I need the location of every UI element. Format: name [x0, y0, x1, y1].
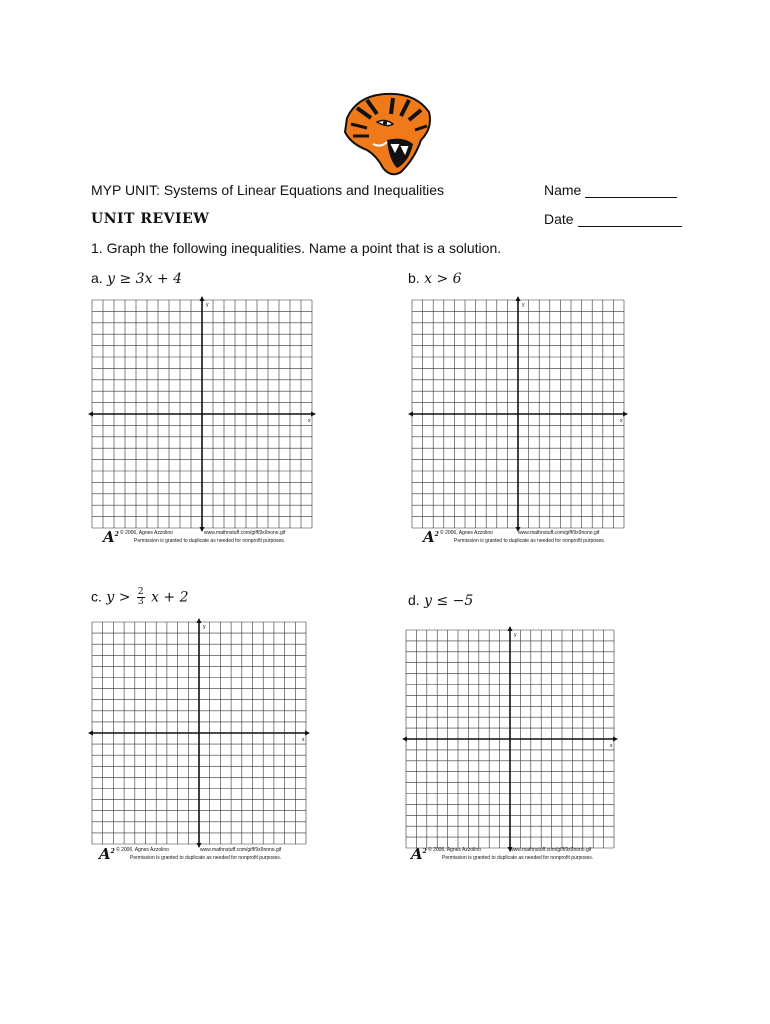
- y-axis-label: y: [514, 632, 517, 638]
- credit-copyright-a: © 2006, Agnes Azzolino: [120, 530, 173, 536]
- x-axis-label: x: [308, 418, 311, 424]
- problem-b-letter: b.: [408, 270, 420, 286]
- coordinate-grid-b[interactable]: [412, 300, 624, 528]
- problem-d-expression: y ≤ −5: [424, 593, 474, 609]
- unit-title: MYP UNIT: Systems of Linear Equations and Inequalities: [91, 182, 445, 198]
- grid-svg: [412, 300, 624, 528]
- credit-logo-c: $A^2$: [99, 845, 115, 863]
- problem-a-letter: a.: [91, 270, 103, 286]
- problem-b-expression: x > 6: [424, 271, 462, 287]
- problem-c-expression-pre: y >: [106, 589, 131, 606]
- grid-svg: [92, 622, 306, 844]
- credit-url-b: www.mathnstuff.com/giff/9x9nono.gif: [518, 530, 600, 536]
- credit-url-a: www.mathnstuff.com/giff/9x9nono.gif: [204, 530, 286, 536]
- x-axis-arrow-left: [88, 412, 93, 417]
- credit-copyright-c: © 2006, Agnes Azzolino: [116, 847, 169, 853]
- x-axis-arrow-right: [613, 737, 618, 742]
- credit-url-c: www.mathnstuff.com/giff/9x9nono.gif: [200, 847, 282, 853]
- problem-c-letter: c.: [91, 588, 102, 605]
- credit-permission-d: Permission is granted to duplicate as needed for nonprofit purposes.: [442, 855, 594, 861]
- credit-url-d: www.mathnstuff.com/giff/9x9nono.gif: [510, 847, 592, 853]
- credit-logo-d: $A^2$: [411, 845, 427, 863]
- problem-c-fraction: $\frac{2}{3}$: [137, 587, 144, 607]
- x-axis-label: x: [620, 418, 623, 424]
- unit-review-heading: UNIT REVIEW: [91, 211, 210, 227]
- name-label: Name: [544, 182, 582, 198]
- name-blank: [585, 183, 677, 198]
- x-axis-arrow-right: [305, 731, 310, 736]
- x-axis-arrow-left: [402, 737, 407, 742]
- coordinate-grid-c[interactable]: [92, 622, 306, 844]
- problem-b-label: [408, 270, 462, 287]
- credit-permission-c: Permission is granted to duplicate as needed for nonprofit purposes.: [130, 855, 282, 861]
- coordinate-grid-a[interactable]: [92, 300, 312, 528]
- y-axis-label: y: [206, 302, 209, 308]
- date-blank: [578, 212, 682, 227]
- credit-copyright-b: © 2006, Agnes Azzolino: [440, 530, 493, 536]
- credit-permission-a: Permission is granted to duplicate as needed for nonprofit purposes.: [134, 538, 286, 544]
- y-axis-label: y: [203, 624, 206, 630]
- coordinate-grid-d[interactable]: [406, 630, 614, 848]
- problem-a-label: [91, 270, 182, 287]
- x-axis-label: x: [302, 737, 305, 743]
- problem-d-letter: d.: [408, 592, 420, 608]
- x-axis-arrow-right: [311, 412, 316, 417]
- y-axis-arrow-top: [197, 618, 202, 623]
- date-field: [544, 211, 682, 227]
- credit-permission-b: Permission is granted to duplicate as needed for nonprofit purposes.: [454, 538, 606, 544]
- x-axis-label: x: [610, 743, 613, 749]
- y-axis-label: y: [522, 302, 525, 308]
- x-axis-arrow-left: [88, 731, 93, 736]
- y-axis-arrow-top: [508, 626, 513, 631]
- problem-c-label: [91, 588, 189, 607]
- x-axis-arrow-left: [408, 412, 413, 417]
- question-1: 1. Graph the following inequalities. Name a point that is a solution.: [91, 240, 502, 256]
- credit-copyright-d: © 2006, Agnes Azzolino: [428, 847, 481, 853]
- y-axis-arrow-top: [516, 296, 521, 301]
- tiger-mascot-logo: [337, 88, 437, 178]
- grid-svg: [406, 630, 614, 848]
- date-label: Date: [544, 211, 574, 227]
- credit-logo-a: $A^2$: [103, 528, 119, 546]
- problem-a-expression: y ≥ 3x + 4: [107, 271, 183, 287]
- name-field: [544, 182, 677, 198]
- x-axis-arrow-right: [623, 412, 628, 417]
- y-axis-arrow-top: [200, 296, 205, 301]
- credit-logo-b: $A^2$: [423, 528, 439, 546]
- grid-svg: [92, 300, 312, 528]
- problem-c-expression-post: x + 2: [151, 589, 189, 606]
- problem-d-label: [408, 592, 473, 609]
